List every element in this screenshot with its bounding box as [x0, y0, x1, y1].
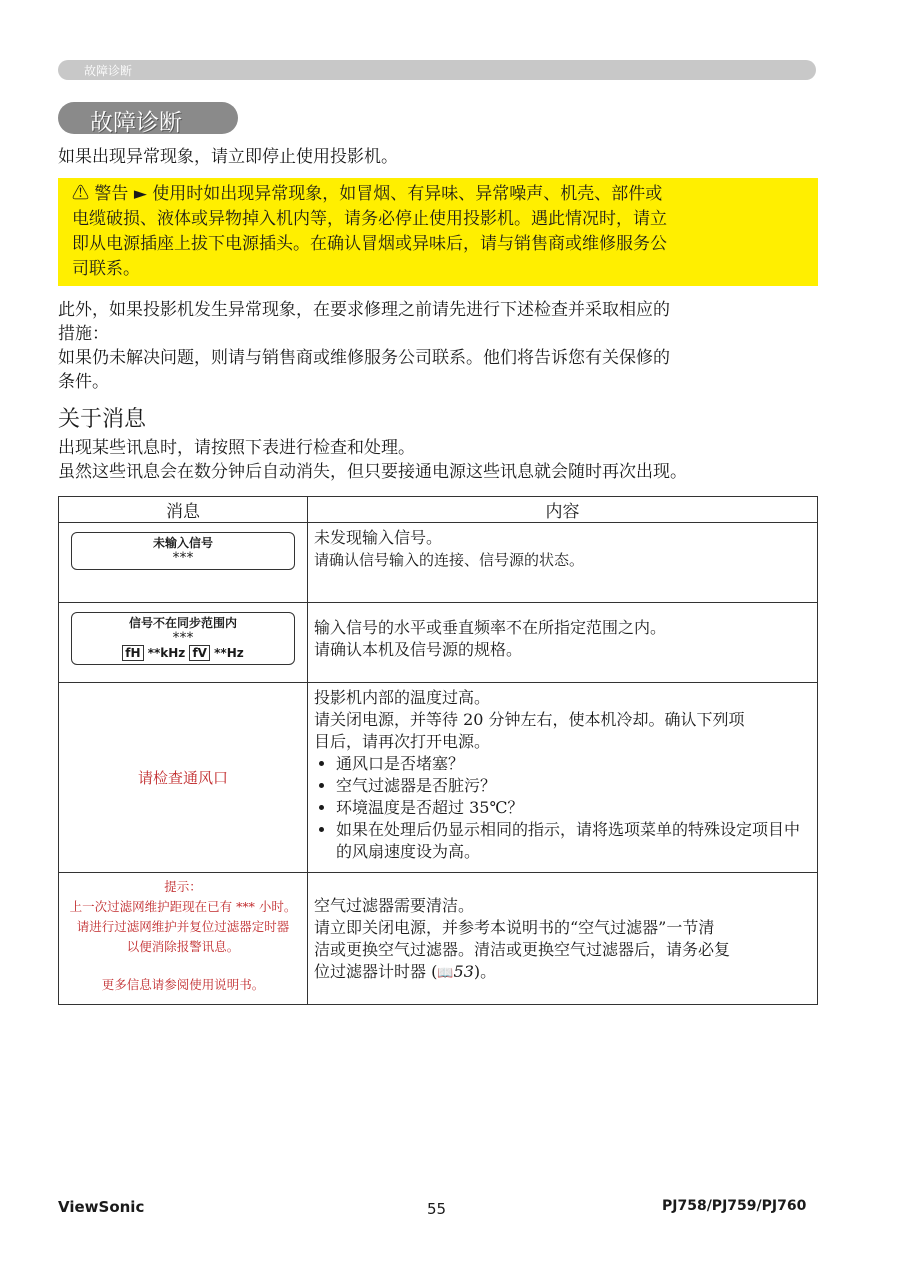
section-title: 故障诊断: [90, 110, 182, 136]
table-row: [59, 603, 818, 683]
note-line: 以便消除报警讯息。: [126, 939, 240, 954]
osd-stars: ***: [172, 630, 194, 646]
content-cell: [308, 683, 818, 873]
para-checks-line: 措施：: [58, 324, 109, 344]
book-icon: 📖: [437, 966, 454, 981]
message-cell: [59, 873, 308, 1005]
osd-stars: ***: [172, 550, 194, 566]
osd-title: 未输入信号: [152, 536, 213, 550]
header-content: 内容: [308, 497, 818, 523]
para-contact-line: 条件。: [58, 372, 109, 392]
warning-label: ⚠ 警告: [72, 184, 129, 204]
section-title-pill: [58, 102, 238, 134]
osd-check-vents: 请检查通风口: [137, 769, 228, 787]
list-item: • 空气过滤器是否脏污？: [336, 775, 811, 797]
note-more: 更多信息请参阅使用说明书。: [101, 977, 265, 992]
warning-line-1: [72, 182, 804, 207]
list-item: • 通风口是否堵塞？: [336, 753, 811, 775]
header-message: 消息: [59, 497, 308, 523]
list-item: • 环境温度是否超过 35℃？: [336, 797, 811, 819]
content-line: 请确认本机及信号源的规格。: [314, 640, 523, 659]
content-text: )。: [473, 962, 497, 981]
content-line: 输入信号的水平或垂直频率不在所指定范围之内。: [314, 618, 667, 637]
fv-label: fV: [189, 645, 210, 661]
message-cell: [59, 603, 308, 683]
intro-text: 如果出现异常现象，请立即停止使用投影机。: [58, 147, 398, 167]
content-cell: [308, 873, 818, 1005]
content-line: 请关闭电源，并等待 20 分钟左右，使本机冷却。确认下列项: [314, 710, 745, 729]
breadcrumb-bar: [58, 60, 816, 80]
warning-box: [58, 178, 818, 286]
warning-text: 使用时如出现异常现象，如冒烟、有异味、异常噪声、机壳、部件或: [152, 184, 663, 204]
footer-models: PJ758/PJ759/PJ760: [662, 1198, 807, 1214]
message-cell: [59, 683, 308, 873]
note-title: 提示：: [164, 879, 202, 894]
content-line: [314, 961, 811, 985]
messages-intro-line: 出现某些讯息时，请按照下表进行检查和处理。: [58, 438, 415, 458]
note-line: 上一次过滤网维护距现在已有 *** 小时。: [69, 899, 297, 914]
table-row: [59, 523, 818, 603]
content-line: 空气过滤器需要清洁。: [314, 896, 475, 915]
content-line: 请确认信号输入的连接、信号源的状态。: [314, 551, 585, 569]
messages-intro-line: 虽然这些讯息会在数分钟后自动消失，但只要接通电源这些讯息就会随时再次出现。: [58, 462, 687, 482]
messages-heading: 关于消息: [58, 407, 147, 432]
message-cell: [59, 523, 308, 603]
osd-no-input: [71, 532, 295, 570]
fv-value: **Hz: [214, 646, 244, 660]
content-line: 投影机内部的温度过高。: [314, 688, 491, 707]
content-line: 请立即关闭电源，并参考本说明书的“空气过滤器”一节清: [314, 918, 715, 937]
para-checks-line: 此外，如果投影机发生异常现象，在要求修理之前请先进行下述检查并采取相应的: [58, 300, 670, 320]
warning-line-4: 司联系。: [72, 259, 140, 279]
fh-value: **kHz: [147, 646, 186, 660]
osd-sync-out-of-range: [71, 612, 295, 665]
fh-label: fH: [122, 645, 143, 661]
osd-title: 信号不在同步范围内: [128, 616, 237, 630]
footer-brand: ViewSonic: [58, 1198, 145, 1216]
page-number: 55: [427, 1200, 447, 1218]
content-line: 目后，请再次打开电源。: [314, 732, 491, 751]
messages-table: [58, 496, 818, 1005]
osd-frequency: [72, 646, 294, 661]
breadcrumb: 故障诊断: [84, 64, 133, 78]
page-ref-link[interactable]: 53: [453, 962, 474, 981]
content-text: 位过滤器计时器 (: [314, 962, 438, 981]
table-row: [59, 873, 818, 1005]
warning-line-2: 电缆破损、液体或异物掉入机内等，请务必停止使用投影机。遇此情况时，请立: [72, 209, 667, 229]
table-header-row: [59, 497, 818, 523]
para-contact-line: 如果仍未解决问题，则请与销售商或维修服务公司联系。他们将告诉您有关保修的: [58, 348, 670, 368]
check-list: [314, 753, 811, 863]
content-cell: [308, 523, 818, 603]
table-row: [59, 683, 818, 873]
warning-line-3: 即从电源插座上拔下电源插头。在确认冒烟或异味后，请与销售商或维修服务公: [72, 234, 667, 254]
content-cell: [308, 603, 818, 683]
note-line: 请进行过滤网维护并复位过滤器定时器: [76, 919, 290, 934]
arrow-right-icon: ►: [133, 184, 147, 204]
para-checks: [58, 298, 818, 394]
content-line: 洁或更换空气过滤器。清洁或更换空气过滤器后，请务必复: [314, 940, 731, 959]
list-item: • 如果在处理后仍显示相同的指示，请将选项菜单的特殊设定项目中的风扇速度设为高。: [336, 819, 811, 863]
messages-intro: [58, 436, 818, 484]
content-line: 未发现输入信号。: [314, 528, 443, 547]
